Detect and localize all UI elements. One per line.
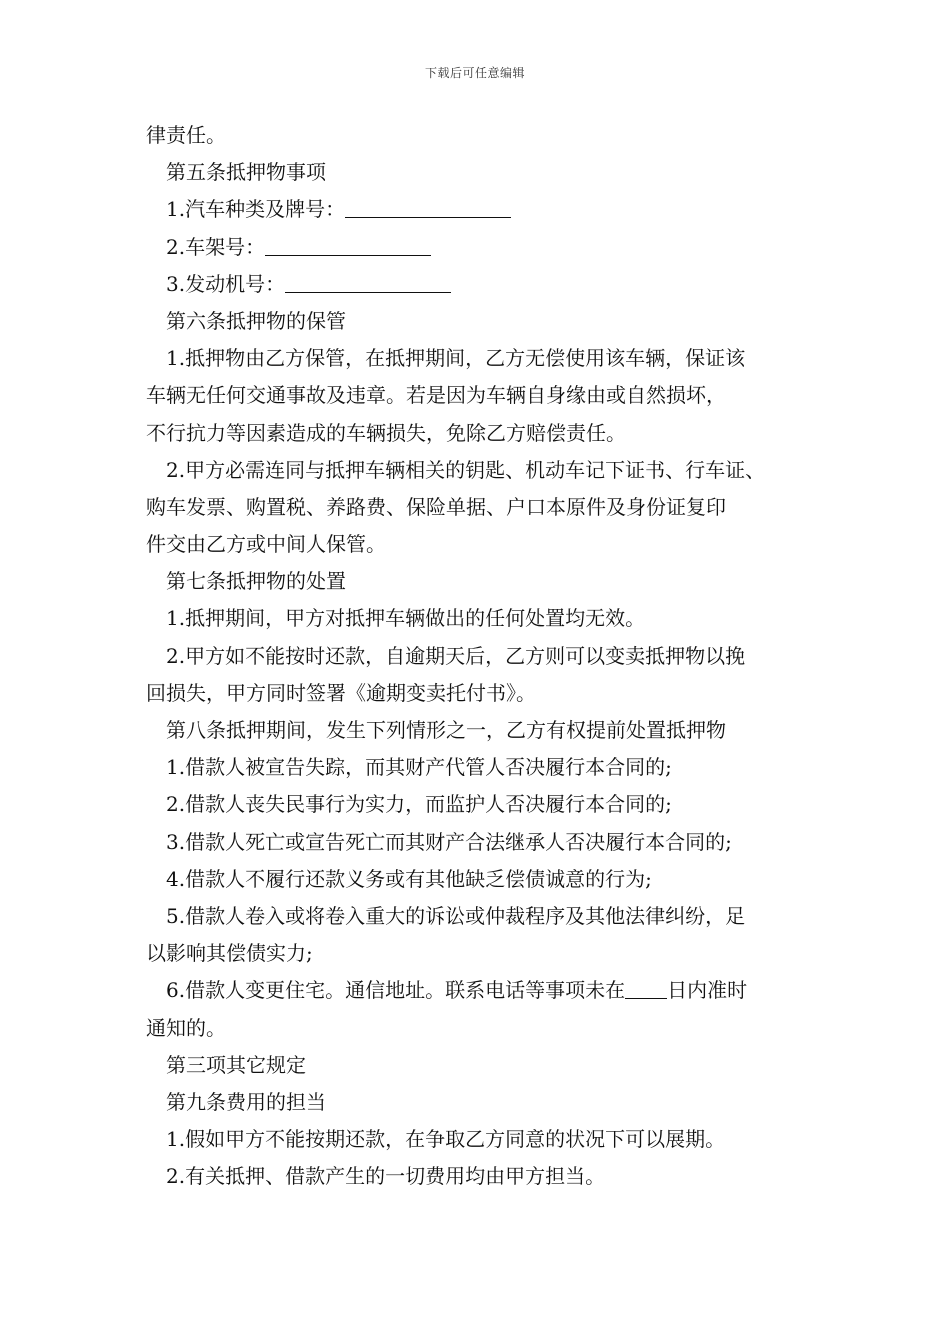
paragraph-line: 购车发票、购置税、养路费、保险单据、户口本原件及身份证复印	[146, 494, 726, 519]
list-item: 5.借款人卷入或将卷入重大的诉讼或仲裁程序及其他法律纠纷，足	[166, 903, 746, 928]
list-item: 1.借款人被宣告失踪，而其财产代管人否决履行本合同的;	[166, 755, 672, 780]
list-item-text: 日内准时	[667, 978, 748, 1003]
page-header: 下载后可任意编辑	[424, 66, 525, 80]
paragraph-line: 通知的。	[146, 1015, 226, 1040]
blank-line	[265, 235, 431, 256]
form-field-row	[146, 266, 814, 303]
form-field-row	[146, 191, 814, 228]
list-item	[146, 972, 814, 1009]
section-heading: 第五条抵押物事项	[166, 160, 326, 185]
field-label: 1.汽车种类及牌号：	[166, 197, 346, 222]
field-label: 3.发动机号：	[166, 271, 286, 296]
blank-line	[625, 978, 667, 999]
section-heading: 第三项其它规定	[166, 1052, 306, 1077]
section-heading: 第七条抵押物的处置	[166, 569, 346, 594]
paragraph-line: 车辆无任何交通事故及违章。若是因为车辆自身缘由或自然损坏，	[146, 383, 726, 408]
section-heading: 第八条抵押期间，发生下列情形之一，乙方有权提前处置抵押物	[166, 718, 726, 742]
field-label: 2.车架号：	[166, 234, 266, 259]
section-heading: 第六条抵押物的保管	[166, 308, 346, 333]
document-body	[146, 117, 814, 1195]
blank-line	[285, 272, 451, 293]
paragraph-line: 不行抗力等因素造成的车辆损失，免除乙方赔偿责任。	[146, 420, 626, 445]
list-item: 3.借款人死亡或宣告死亡而其财产合法继承人否决履行本合同的;	[166, 829, 732, 854]
paragraph-line: 以影响其偿债实力;	[146, 941, 313, 966]
paragraph-line: 1.抵押期间，甲方对抵押车辆做出的任何处置均无效。	[166, 606, 646, 631]
paragraph-line: 2.甲方如不能按时还款，自逾期天后，乙方则可以变卖抵押物以挽	[166, 643, 746, 668]
list-item-text: 6.借款人变更住宅。通信地址。联系电话等事项未在	[166, 978, 626, 1003]
paragraph-line: 2.甲方必需连同与抵押车辆相关的钥匙、机动车记下证书、行车证、	[166, 457, 766, 482]
paragraph-line: 回损失，甲方同时签署《逾期变卖托付书》。	[146, 680, 536, 705]
blank-line	[345, 197, 511, 218]
paragraph-line: 律责任。	[146, 123, 226, 147]
form-field-row	[146, 229, 814, 266]
list-item: 1.假如甲方不能按期还款，在争取乙方同意的状况下可以展期。	[166, 1127, 726, 1152]
paragraph-line: 件交由乙方或中间人保管。	[146, 532, 386, 557]
list-item: 2.有关抵押、借款产生的一切费用均由甲方担当。	[166, 1164, 606, 1189]
section-heading: 第九条费用的担当	[166, 1089, 326, 1114]
paragraph-line: 1.抵押物由乙方保管，在抵押期间，乙方无偿使用该车辆，保证该	[166, 346, 746, 371]
list-item: 4.借款人不履行还款义务或有其他缺乏偿债诚意的行为;	[166, 866, 652, 891]
list-item: 2.借款人丧失民事行为实力，而监护人否决履行本合同的;	[166, 792, 672, 817]
